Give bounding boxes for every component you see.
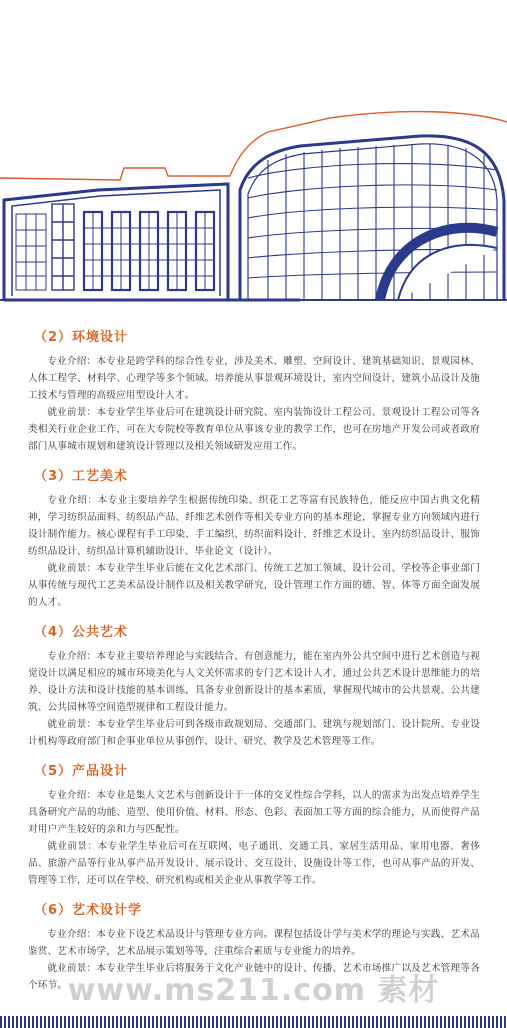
architecture-illustration xyxy=(0,0,507,320)
employment-paragraph: 就业前景：本专业学生毕业后可在互联网、电子通讯、交通工具、家居生活用品、家用电器、奢侈品、旅游产品等行业从事产品开发设计、展示设计、交互设计、设施设计等工作，也可从事产品的开发、管理等工作，还可以在学校、研究机构或相关企业从事教学等工作。 xyxy=(28,841,480,886)
orange-contour-line xyxy=(0,112,507,180)
low-building xyxy=(4,184,300,300)
intro-paragraph: 专业介绍：本专业主要培养理论与实践结合、有创意能力，能在室内外公共空间中进行艺术创造与视觉设计以满足相应的城市环境美化与人文关怀需求的专门艺术设计人才，通过公共艺术设计思维能力的培养、设计方法和设计技能的基本训练，具备专业创新设计的基本素质，掌握现代城市的公共景观、公共建筑、公共园林等空间造型规律和工程设计能力。 xyxy=(28,651,480,713)
section-heading: （6）艺术设计学 xyxy=(34,903,143,918)
employment-paragraph: 就业前景：本专业学生毕业后可到各级市政规划局、交通部门、建筑与规划部门、设计院所、专业设计机构等政府部门和企事业单位从事创作、设计、研究、教学及艺术管理等工作。 xyxy=(28,719,480,747)
intro-paragraph: 专业介绍：本专业是集人文艺术与创新设计于一体的交叉性综合学科，以人的需求为出发点培养学生具备研究产品的功能、造型、使用价值、材料、形态、色彩、表面加工等方面的综合能力，从而使得产品对用户产生较好的亲和力与匹配性。 xyxy=(28,790,480,835)
section-heading: （2）环境设计 xyxy=(34,330,129,345)
majors-content xyxy=(28,322,480,1004)
intro-paragraph: 专业介绍：本专业下设艺术品设计与管理专业方向。课程包括设计学与美术学的理论与实践、艺术品鉴赏、艺术市场学，艺术品展示策划等等，注重综合素质与专业能力的培养。 xyxy=(28,929,480,957)
dome-building xyxy=(240,136,504,300)
section-heading: （3）工艺美术 xyxy=(34,469,129,484)
employment-paragraph: 就业前景：本专业学生毕业后能在文化艺术部门、传统工艺加工领域、设计公司、学校等企事业部门从事传统与现代工艺美术品设计制作以及相关教学研究，设计管理工作方面的德、智、体等方面全面发展的人才。 xyxy=(28,563,480,608)
section-heading: （5）产品设计 xyxy=(34,764,129,779)
section-public-art xyxy=(28,621,480,750)
section-arts-and-crafts xyxy=(28,465,480,611)
bottom-stripe-border xyxy=(0,1016,507,1028)
intro-paragraph: 专业介绍：本专业主要培养学生根据传统印染、织花工艺等富有民族特色，能反应中国古典文化精神，学习纺织品面料、纺织品产品、纤维艺术创作等相关专业方向的基本理论，掌握专业方向领域内进行设计制作能力。核心课程有手工印染、手工编织、纺织面料设计、纤维艺术设计、室内纺织品设计、服饰纺织品设计、纺织品计算机辅助设计、毕业论文（设计）。 xyxy=(28,495,480,557)
section-environment-design xyxy=(28,326,480,455)
employment-paragraph: 就业前景：本专业学生毕业后将服务于文化产业链中的设计、传播、艺术市场推广以及艺术管理等各个环节。 xyxy=(28,963,480,991)
employment-paragraph: 就业前景：本专业学生毕业后可在建筑设计研究院、室内装饰设计工程公司、景观设计工程公司等各类相关行业企业工作，可在大专院校等教育单位从事该专业的教学工作，也可在房地产开发公司或者政府部门从事城市规划和建筑设计管理以及相关领域研发应用工作。 xyxy=(28,407,480,452)
section-product-design xyxy=(28,760,480,889)
intro-paragraph: 专业介绍：本专业是跨学科的综合性专业，涉及美术、雕塑、空间设计、建筑基础知识、景观园林、人体工程学、材料学、心理学等多个领域。培养能从事景观环境设计，室内空间设计，建筑小品设计及施工技术与管理的高级应用型设计人才。 xyxy=(28,356,480,401)
section-heading: （4）公共艺术 xyxy=(34,625,129,640)
watermark: www.ms211.com 素材 xyxy=(67,973,440,1008)
